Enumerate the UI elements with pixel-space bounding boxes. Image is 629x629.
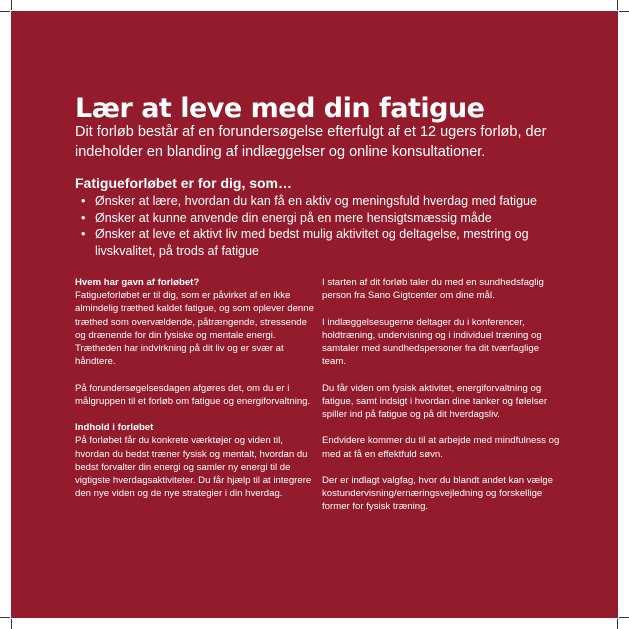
crop-mark bbox=[617, 619, 618, 629]
paragraph: I starten af dit forløb taler du med en sundhedsfaglig person fra Sano Gigtcenter om dine mål. bbox=[322, 277, 544, 302]
crop-mark bbox=[619, 617, 629, 618]
crop-mark bbox=[0, 617, 10, 618]
crop-mark bbox=[11, 619, 12, 629]
section-heading-content: Indhold i forløbet bbox=[75, 422, 154, 434]
crop-mark bbox=[0, 11, 10, 12]
paragraph: I indlæggelsesugerne deltager du i konferencer, holdtræning, undervisning og i individuel træning og samtaler med sundhedspersoner fra dit tværfaglige team. bbox=[322, 316, 542, 368]
paragraph: På forundersøgelsesdagen afgøres det, om du er i målgruppen til et forløb om fatigue og energiforvaltning. bbox=[75, 382, 311, 407]
page-panel bbox=[11, 11, 618, 618]
paragraph: Fatigueforløbet er til dig, som er påvirket af en ikke almindelig træthed kaldet fatigue, og som oplever denne træthed som overvældende, påtrængende, stressende og drænende for din fysiske og mentale energi. Trætheden har indvirkning på dit liv og er svær at håndtere. bbox=[75, 290, 314, 368]
for-whom-list bbox=[75, 193, 545, 259]
section-heading-who-benefits: Hvem har gavn af forløbet? bbox=[75, 277, 200, 288]
paragraph: På forløbet får du konkrete værktøjer og viden til, hvordan du bedst træner fysisk og mentalt, hvordan du bedst forvalter din energi og samler ny energi til de vigtigste hverdagsaktiviteter. Du får hjælp til at integrere den nye viden og de nye strategier i din hverdag. bbox=[75, 435, 312, 500]
crop-mark bbox=[11, 0, 12, 10]
crop-mark bbox=[619, 11, 629, 12]
for-whom-heading: Fatigueforløbet er for dig, som… bbox=[75, 175, 293, 191]
crop-mark bbox=[617, 0, 618, 10]
right-column bbox=[322, 276, 562, 514]
list-item: • Ønsker at lære, hvordan du kan få en aktiv og meningsfuld hverdag med fatigue bbox=[75, 193, 545, 210]
list-item: • Ønsker at leve et aktivt liv med bedst mulig aktivitet og deltagelse, mestring og livskvalitet, på trods af fatigue bbox=[75, 226, 545, 259]
list-item: • Ønsker at kunne anvende din energi på en mere hensigtsmæssig måde bbox=[75, 210, 545, 227]
left-column bbox=[75, 276, 315, 500]
page-subtitle: Dit forløb består af en forundersøgelse efterfulgt af et 12 ugers forløb, der indeholder en blanding af indlæggelser og online konsultationer. bbox=[75, 124, 547, 160]
paragraph: Du får viden om fysisk aktivitet, energiforvaltning og fatigue, samt indsigt i hvordan dine tanker og følelser spiller ind på fatigue og på dit hverdagsliv. bbox=[322, 382, 548, 420]
paragraph: Der er indlagt valgfag, hvor du blandt andet kan vælge kostundervisning/ernæringsvejledning og forskellige former for fysisk træning. bbox=[322, 474, 553, 513]
paragraph: Endvidere kommer du til at arbejde med mindfulness og med at få en effektfuld søvn. bbox=[322, 435, 560, 460]
page-title: Lær at leve med din fatigue bbox=[75, 93, 485, 124]
